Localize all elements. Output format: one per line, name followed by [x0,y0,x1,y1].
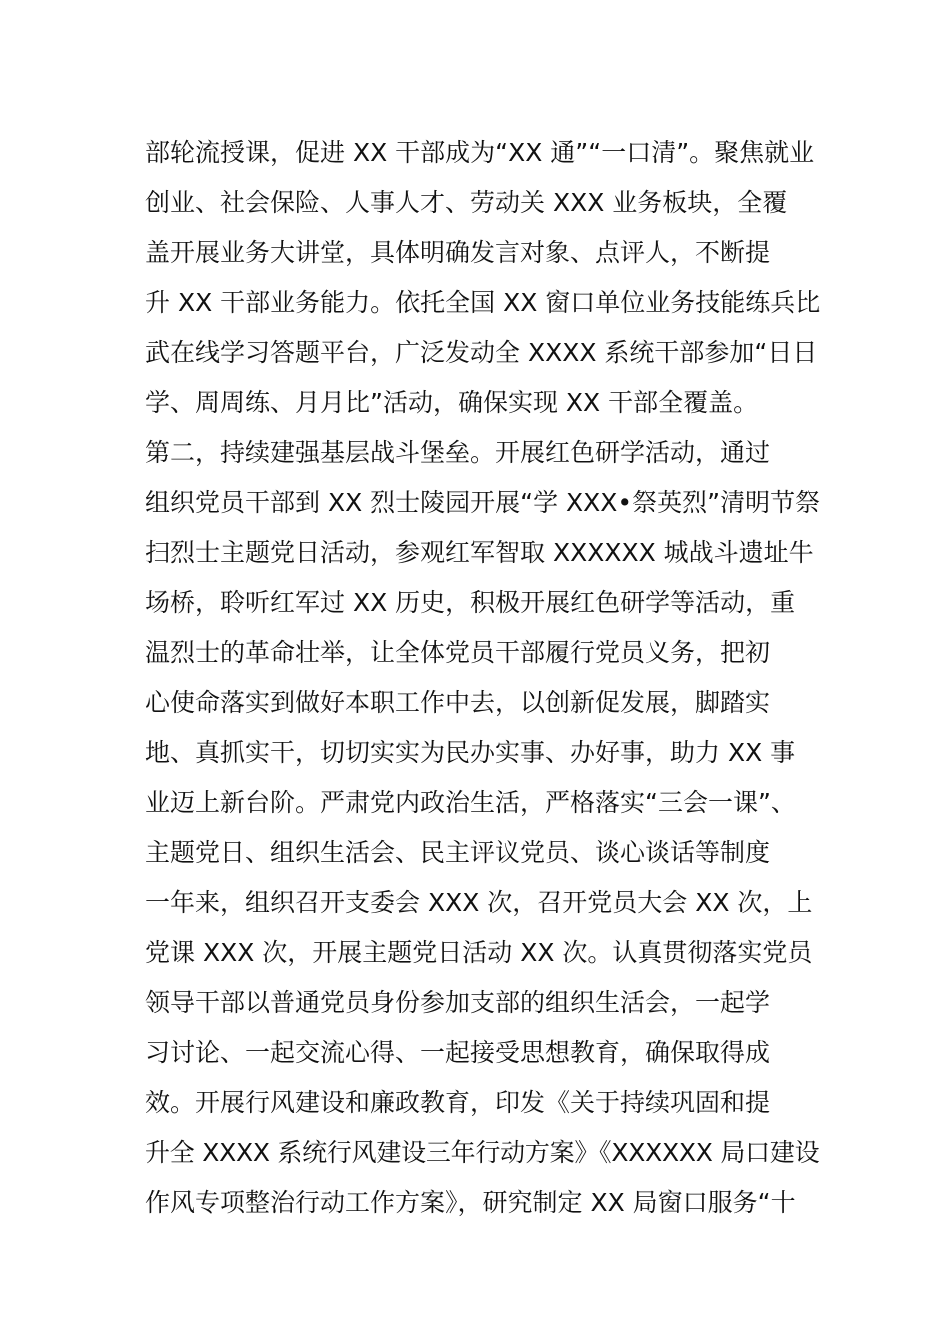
text-line-15: 主题党日、组织生活会、民主评议党员、谈心谈话等制度 [145,838,771,867]
body-text [145,128,825,1228]
text-line-22: 作风专项整治行动工作方案》，研究制定 XX 局窗口服务“十 [145,1188,796,1217]
text-line-2: 创业、社会保险、人事人才、劳动关 XXX 业务板块，全覆 [145,188,788,217]
text-line-4: 升 XX 干部业务能力。依托全国 XX 窗口单位业务技能练兵比 [145,288,821,317]
text-line-11: 温烈士的革命壮举，让全体党员干部履行党员义务，把初 [145,638,771,667]
text-line-14: 业迈上新台阶。严肃党内政治生活，严格落实“三会一课”、 [145,788,796,817]
text-line-5: 武在线学习答题平台，广泛发动全 XXXX 系统干部参加“日日 [145,338,818,367]
text-line-18: 领导干部以普通党员身份参加支部的组织生活会，一起学 [145,988,771,1017]
text-line-19: 习讨论、一起交流心得、一起接受思想教育，确保取得成 [145,1038,771,1067]
text-line-8: 组织党员干部到 XX 烈士陵园开展“学 XXX•祭英烈”清明节祭 [145,488,821,517]
text-line-10: 场桥，聆听红军过 XX 历史，积极开展红色研学等活动，重 [145,588,796,617]
text-line-17: 党课 XXX 次，开展主题党日活动 XX 次。认真贯彻落实党员 [145,938,813,967]
text-line-13: 地、真抓实干，切切实实为民办实事、办好事，助力 XX 事 [145,738,796,767]
text-line-12: 心使命落实到做好本职工作中去，以创新促发展，脚踏实 [145,688,771,717]
text-line-20: 效。开展行风建设和廉政教育，印发《关于持续巩固和提 [145,1088,771,1117]
text-line-1: 部轮流授课，促进 XX 干部成为“XX 通”“一口清”。聚焦就业 [145,138,815,167]
text-line-9: 扫烈士主题党日活动，参观红军智取 XXXXXX 城战斗遗址牛 [145,538,814,567]
text-line-6: 学、周周练、月月比”活动，确保实现 XX 干部全覆盖。 [145,388,759,417]
text-line-21: 升全 XXXX 系统行风建设三年行动方案》《XXXXXX 局口建设 [145,1138,820,1167]
text-line-16: 一年来，组织召开支委会 XXX 次，召开党员大会 XX 次，上 [145,888,813,917]
text-line-7: 第二，持续建强基层战斗堡垒。开展红色研学活动，通过 [145,438,771,467]
text-line-3: 盖开展业务大讲堂，具体明确发言对象、点评人，不断提 [145,238,771,267]
